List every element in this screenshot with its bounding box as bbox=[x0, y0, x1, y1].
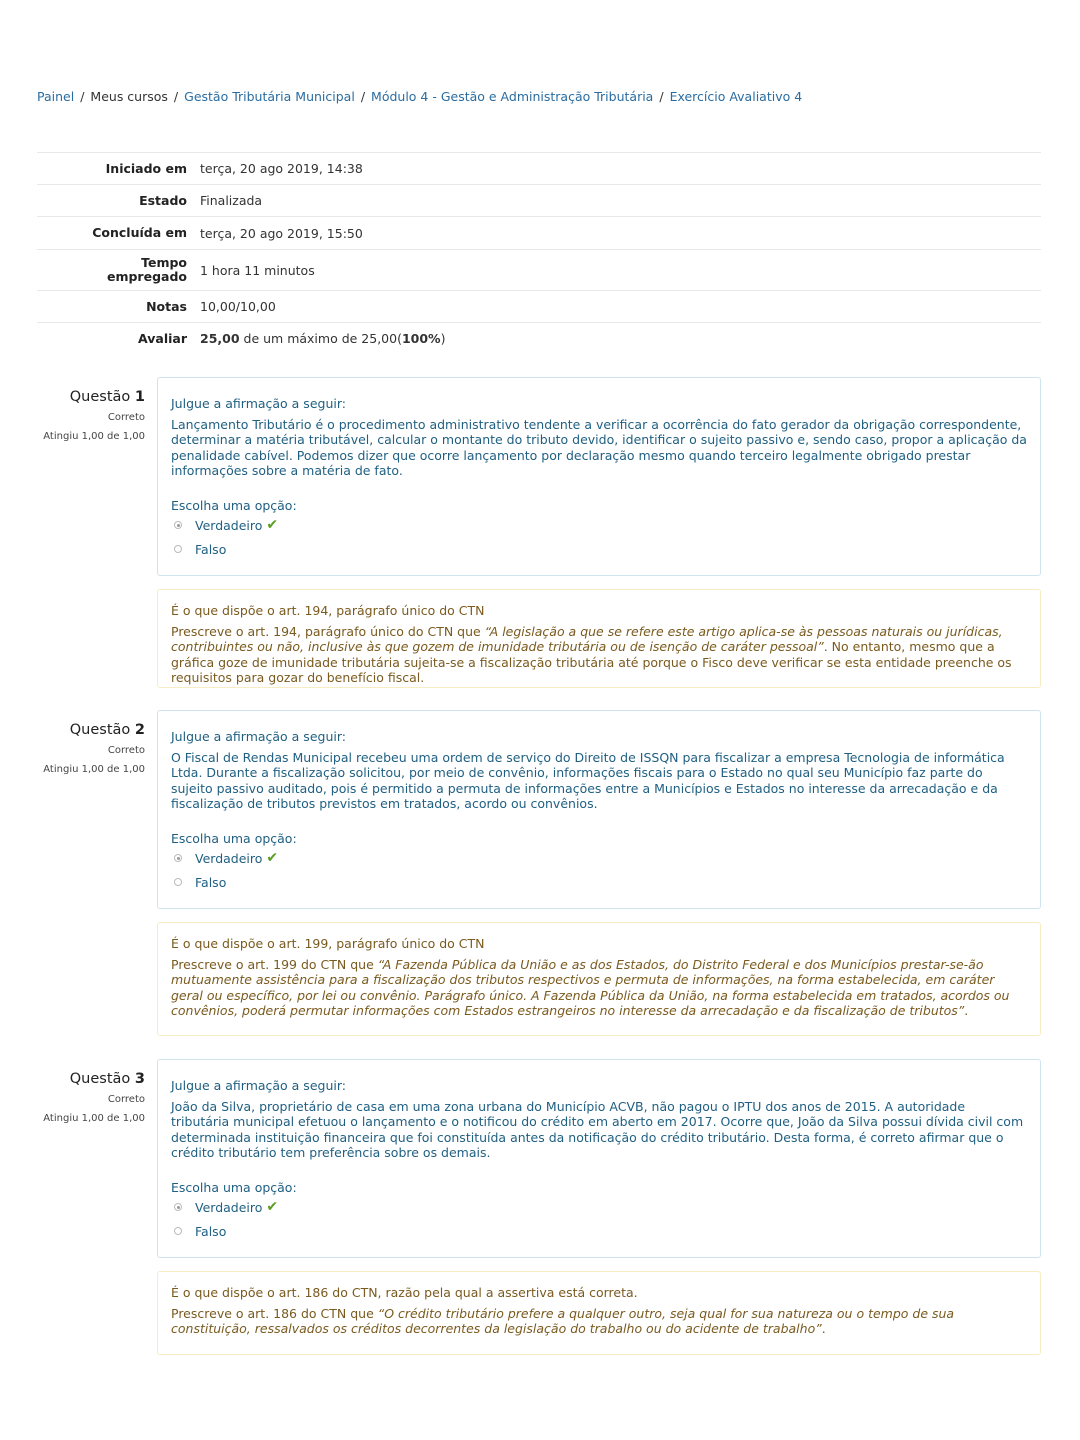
summary-row-state bbox=[37, 185, 1041, 217]
feedback-text: Prescreve o art. 199 do CTN que “A Fazenda Pública da União e as dos Estados, do Distrito Federal e dos Municípios prestar-se-ão mutuamente assistência para a fiscalização dos tributos respectivos e permuta de informações, na forma estabelecida, em caráter geral ou específico, por lei ou convênio. Parágrafo único. A Fazenda Pública da União, na forma estabelecida em tratados, acordos ou convênios, poderá permutar informações com Estados estrangeiros no interesse da arrecadação e da fiscalização de tributos”. bbox=[171, 957, 1010, 1018]
summary-label: Concluída em bbox=[92, 225, 187, 240]
option-label: Falso bbox=[195, 541, 227, 557]
breadcrumb-link-painel[interactable]: Painel bbox=[37, 89, 75, 104]
check-icon: ✔ bbox=[266, 850, 279, 867]
breadcrumb-link-module[interactable]: Módulo 4 - Gestão e Administração Tributária bbox=[371, 89, 654, 104]
breadcrumb-link-exercise[interactable]: Exercício Avaliativo 4 bbox=[669, 89, 803, 104]
answer-prompt: Escolha uma opção: bbox=[171, 1180, 297, 1196]
summary-label: Estado bbox=[139, 192, 187, 208]
radio-button[interactable] bbox=[174, 1227, 182, 1235]
question-intro: Julgue a afirmação a seguir: bbox=[171, 396, 346, 411]
question-info bbox=[37, 722, 145, 775]
question-number: Questão 2 bbox=[69, 722, 145, 738]
question-state: Correto bbox=[107, 745, 145, 756]
answer-option-false[interactable] bbox=[171, 870, 1027, 894]
summary-value: terça, 20 ago 2019, 14:38 bbox=[200, 161, 363, 176]
answer-prompt: Escolha uma opção: bbox=[171, 831, 297, 847]
summary-value: 25,00 de um máximo de 25,00(100%) bbox=[200, 331, 446, 347]
summary-label: Avaliar bbox=[138, 330, 187, 346]
option-label: Verdadeiro bbox=[195, 850, 263, 866]
feedback-title: É o que dispõe o art. 186 do CTN, razão pela qual a assertiva está correta. bbox=[171, 1285, 638, 1300]
summary-row-completed bbox=[37, 217, 1041, 250]
summary-row-time-taken bbox=[37, 250, 1041, 291]
question-text: O Fiscal de Rendas Municipal recebeu uma ordem de serviço do Direito de ISSQN para fiscalizar a empresa Tecnologia de informática Ltda. Durante a fiscalização solicitou, por meio de convênio, informações fiscais para o Estado no qual seu Município faz parte do sujeito passivo auditado, pois é permitido a permuta de informações entre a Municípios e Estados no interesse da arrecadação e da fiscalização de tributos previstos em tratados, acordo ou convênios. bbox=[171, 750, 1005, 811]
summary-label: Iniciado em bbox=[105, 160, 187, 176]
question-state: Correto bbox=[107, 412, 145, 423]
summary-value: terça, 20 ago 2019, 15:50 bbox=[200, 225, 363, 241]
radio-button-selected[interactable] bbox=[174, 854, 182, 862]
feedback-text: Prescreve o art. 186 do CTN que “O crédito tributário prefere a qualquer outro, seja qual for sua natureza ou o tempo de sua constituição, ressalvados os créditos decorrentes da legislação do trabalho ou do acidente de trabalho”. bbox=[171, 1306, 955, 1337]
check-icon: ✔ bbox=[266, 1199, 279, 1216]
question-grade: Atingiu 1,00 de 1,00 bbox=[43, 1113, 145, 1124]
question-info bbox=[37, 389, 145, 442]
summary-row-marks bbox=[37, 291, 1041, 323]
feedback-title: É o que dispõe o art. 199, parágrafo único do CTN bbox=[171, 936, 485, 951]
summary-row-grade bbox=[37, 323, 1041, 355]
radio-button[interactable] bbox=[174, 545, 182, 553]
summary-value: 10,00/10,00 bbox=[200, 299, 276, 314]
summary-label: Tempo empregado bbox=[106, 255, 187, 284]
feedback-title: É o que dispõe o art. 194, parágrafo único do CTN bbox=[171, 603, 485, 618]
feedback-box bbox=[157, 1271, 1041, 1355]
answer-option-true[interactable] bbox=[171, 846, 1027, 870]
question-number: Questão 3 bbox=[69, 1071, 145, 1087]
option-label: Falso bbox=[195, 874, 227, 890]
answer-option-false[interactable] bbox=[171, 537, 1027, 561]
option-label: Falso bbox=[195, 1223, 227, 1239]
answer-option-false[interactable] bbox=[171, 1219, 1027, 1243]
attempt-summary-table bbox=[37, 152, 1041, 355]
option-label: Verdadeiro bbox=[195, 1199, 263, 1215]
question-text: João da Silva, proprietário de casa em uma zona urbana do Município ACVB, não pagou o IPTU dos anos de 2015. A autoridade tributária municipal efetuou o lançamento e o notificou do crédito em aberto em 2017. Ocorre que, João da Silva possui dívida civil com determinada instituição financeira que foi constituída antes da notificação do crédito tributário. Desta forma, é correto afirmar que o crédito tributário tem preferência sobre os demais. bbox=[171, 1099, 1024, 1160]
question-state: Correto bbox=[107, 1094, 145, 1105]
breadcrumb: Painel / Meus cursos / Gestão Tributária Municipal / Módulo 4 - Gestão e Administração Tributária / Exercício Avaliativo 4 bbox=[37, 89, 803, 104]
question-text: Lançamento Tributário é o procedimento administrativo tendente a verificar a ocorrência do fato gerador da obrigação correspondente, determinar a matéria tributável, calcular o montante do tributo devido, identificar o sujeito passivo e, sendo caso, propor a aplicação da penalidade cabível. Podemos dizer que ocorre lançamento por declaração mesmo quando terceiro legalmente obrigado prestar informações sobre a matéria de fato. bbox=[171, 417, 1027, 478]
check-icon: ✔ bbox=[266, 517, 279, 534]
option-label: Verdadeiro bbox=[195, 517, 263, 533]
feedback-text: Prescreve o art. 194, parágrafo único do CTN que “A legislação a que se refere este artigo aplica-se às pessoas naturais ou jurídicas, contribuintes ou não, inclusive às que gozem de imunidade tributária ou de isenção de caráter pessoal”. No entanto, mesmo que a gráfica goze de imunidade tributária sujeita-se a fiscalização tributária até porque o Fisco deve verificar se esta entidade preenche os requisitos para gozar do benefício fiscal. bbox=[171, 624, 1012, 685]
answer-option-true[interactable] bbox=[171, 1195, 1027, 1219]
radio-button-selected[interactable] bbox=[174, 521, 182, 529]
question-box bbox=[157, 1059, 1041, 1258]
question-intro: Julgue a afirmação a seguir: bbox=[171, 1078, 346, 1093]
question-grade: Atingiu 1,00 de 1,00 bbox=[43, 431, 145, 442]
question-intro: Julgue a afirmação a seguir: bbox=[171, 729, 346, 744]
breadcrumb-item-meus-cursos: Meus cursos bbox=[90, 89, 168, 104]
summary-label: Notas bbox=[146, 298, 187, 314]
answer-prompt: Escolha uma opção: bbox=[171, 498, 297, 514]
feedback-box bbox=[157, 922, 1041, 1036]
answer-option-true[interactable] bbox=[171, 513, 1027, 537]
radio-button[interactable] bbox=[174, 878, 182, 886]
summary-value: Finalizada bbox=[200, 193, 263, 208]
feedback-box bbox=[157, 589, 1041, 688]
breadcrumb-link-course[interactable]: Gestão Tributária Municipal bbox=[184, 89, 355, 104]
question-box bbox=[157, 377, 1041, 576]
question-number: Questão 1 bbox=[69, 389, 145, 405]
question-box bbox=[157, 710, 1041, 909]
radio-button-selected[interactable] bbox=[174, 1203, 182, 1211]
summary-value: 1 hora 11 minutos bbox=[200, 262, 315, 278]
question-info bbox=[37, 1071, 145, 1124]
question-grade: Atingiu 1,00 de 1,00 bbox=[43, 764, 145, 775]
summary-row-started bbox=[37, 153, 1041, 185]
